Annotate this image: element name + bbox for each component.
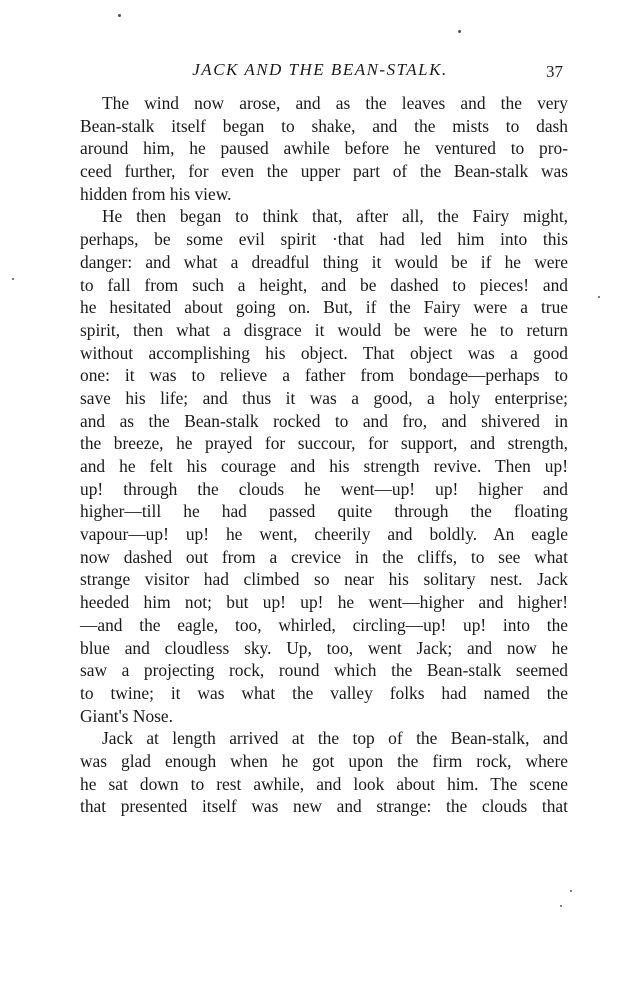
text-line: saw a projecting rock, round which the Bean-stalk seemed [80,660,568,681]
text-line: now dashed out from a crevice in the cliffs, to see what [80,546,568,567]
paragraph [80,92,568,205]
text-line: that presented itself was new and strange: the clouds that [80,796,568,817]
text-line: around him, he paused awhile before he ventured to pro- [80,138,568,159]
text-line: to fall from such a height, and be dashed to pieces! and [80,274,568,295]
text-line: Jack at length arrived at the top of the Bean-stalk, and [102,728,568,749]
text-line: blue and cloudless sky. Up, too, went Jack; and now he [80,637,568,658]
text-line: The wind now arose, and as the leaves and the very [102,93,568,113]
text-line: he sat down to rest awhile, and look about him. The scene [80,773,568,794]
text-line: vapour—up! up! he went, cheerily and boldly. An eagle [80,524,568,545]
paragraph [80,727,568,818]
page-speck [560,905,562,907]
text-line: to twine; it was what the valley folks had named the [80,682,568,703]
text-line: Bean-stalk itself began to shake, and the mists to dash [80,115,568,136]
text-line: Giant's Nose. [80,705,173,726]
running-head: JACK AND THE BEAN-STALK. [192,60,448,79]
page-number: 37 [546,62,563,81]
page-speck [598,296,600,298]
text-line: save his life; and thus it was a good, a holy enterprise; [80,387,568,408]
text-line: He then began to think that, after all, the Fairy might, [102,206,568,227]
paragraph [80,205,568,727]
text-line: spirit, then what a disgrace it would be were he to return [80,319,568,340]
text-line: the breeze, he prayed for succour, for support, and strength, [80,433,568,454]
text-line: and he felt his courage and his strength revive. Then up! [80,456,568,476]
page-speck [458,30,461,33]
text-line: one: it was to relieve a father from bondage—perhaps to [80,365,568,386]
text-line: without accomplishing his object. That object was a good [80,342,568,363]
text-line: danger: and what a dreadful thing it would be if he were [80,251,568,272]
body-text [80,92,568,818]
text-line: perhaps, be some evil spirit ·that had led him into this [80,229,568,250]
text-line: up! through the clouds he went—up! up! higher and [80,478,568,499]
text-line: —and the eagle, too, whirled, circling—up! up! into the [80,614,568,635]
page-speck [118,14,121,17]
text-line: strange visitor had climbed so near his solitary nest. Jack [80,569,568,590]
text-line: was glad enough when he got upon the firm rock, where [80,750,568,771]
text-line: hidden from his view. [80,183,232,204]
page-speck [12,278,14,280]
text-line: heeded him not; but up! up! he went—higher and higher! [80,592,568,613]
page-speck [570,890,572,892]
text-line: he hesitated about going on. But, if the Fairy were a true [80,297,568,318]
text-line: higher—till he had passed quite through the floating [80,501,568,522]
text-line: and as the Bean-stalk rocked to and fro, and shivered in [80,410,568,431]
text-line: ceed further, for even the upper part of the Bean-stalk was [80,161,568,182]
